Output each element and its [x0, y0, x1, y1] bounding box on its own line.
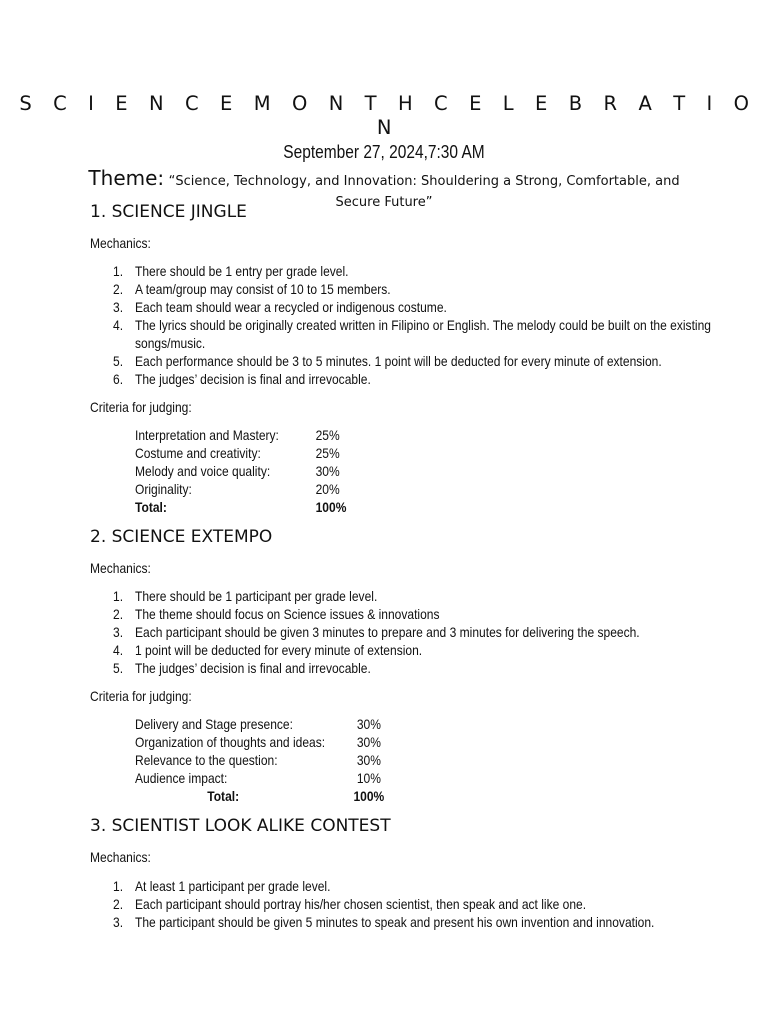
- list-item: 1. There should be 1 entry per grade level.: [113, 263, 349, 279]
- section-title: 1. SCIENCE JINGLE: [90, 202, 247, 222]
- list-item: 2. A team/group may consist of 10 to 15 members.: [113, 281, 391, 297]
- mechanics-label: Mechanics:: [90, 849, 151, 865]
- list-item: 6. The judges’ decision is final and irrevocable.: [113, 371, 371, 387]
- list-item: 5. Each performance should be 3 to 5 minutes. 1 point will be deducted for every minute of extension.: [113, 353, 662, 369]
- document-page: S C I E N C E M O N T H C E L E B R A T I O N September 27, 2024,7:30 AM Theme: “Science, Technology, and Innovation: Shouldering a Strong, Comfortable, and Secure Future” 1. SCIENCE JINGLE Mechanics: 1. There should be 1 entry per grade level. 2. A team/group may consist of 10 to 15 members. 3. Each team should wear a recycled or indigenous costume. 4. The lyrics should be originally created written in Filipino or English. The melody could be built on the existing songs/music. 5. Each performance should be 3 to 5 minutes. 1 point will be deducted for every minute of extension. 6. The judges’ decision is final and irrevocable. Criteria for judging: Interpretation and Mastery: 25% Costume and creativity: 25% Melody and voice quality: 30% Originality: 20% Total: 100% 2. SCIENCE EXTEMPO Mechanics: 1. There should be 1 participant per grade level. 2. The theme should focus on Science issues & innovations 3. Each participant should be given 3 minutes to prepare and 3 minutes for delivering the speech. 4. 1 point will be deducted for every minute of extension. 5. The judges’ decision is final and irrevocable. Criteria for judging: Delivery and Stage presence: 30% Organization of thoughts and ideas: 30% Relevance to the question: 30% Audience impact: 10% Total: 100% 3. SCIENTIST LOOK ALIKE CONTEST Mechanics: 1. At least 1 participant per grade level. 2. Each participant should portray his/her chosen scientist, then speak and act like one. 3. The participant should be given 5 minutes to speak and present his own invention and innovation.: [0, 0, 768, 1024]
- list-item: 4. 1 point will be deducted for every minute of extension.: [113, 642, 423, 658]
- list-item: 3. The participant should be given 5 minutes to speak and present his own invention and innovation.: [113, 914, 655, 930]
- list-item: 4. The lyrics should be originally created written in Filipino or English. The melody could be built on the existing songs/music.: [113, 317, 711, 351]
- section-title: 3. SCIENTIST LOOK ALIKE CONTEST: [90, 816, 391, 836]
- list-item: 1. At least 1 participant per grade level.: [113, 878, 331, 894]
- mechanics-list: [90, 877, 690, 931]
- mechanics-list: [90, 262, 711, 388]
- list-item: 5. The judges’ decision is final and irrevocable.: [113, 660, 371, 676]
- document-title: S C I E N C E M O N T H C E L E B R A T I O N: [19, 92, 757, 139]
- theme-text: “Science, Technology, and Innovation: Shouldering a Strong, Comfortable, and Secure Future”: [168, 174, 680, 210]
- criteria-label: Criteria for judging:: [90, 399, 192, 415]
- mechanics-list: [90, 587, 690, 677]
- theme-label: Theme:: [88, 166, 165, 190]
- criteria-label: Criteria for judging:: [90, 688, 192, 704]
- event-date: September 27, 2024,7:30 AM: [283, 142, 485, 162]
- mechanics-label: Mechanics:: [90, 560, 151, 576]
- list-item: 3. Each team should wear a recycled or indigenous costume.: [113, 299, 447, 315]
- list-item: 1. There should be 1 participant per grade level.: [113, 588, 378, 604]
- document-header: [0, 92, 768, 213]
- list-item: 2. The theme should focus on Science issues & innovations: [113, 606, 440, 622]
- list-item: 3. Each participant should be given 3 minutes to prepare and 3 minutes for delivering the speech.: [113, 624, 640, 640]
- list-item: 2. Each participant should portray his/her chosen scientist, then speak and act like one.: [113, 896, 587, 912]
- section-title: 2. SCIENCE EXTEMPO: [90, 527, 273, 547]
- mechanics-label: Mechanics:: [90, 235, 151, 251]
